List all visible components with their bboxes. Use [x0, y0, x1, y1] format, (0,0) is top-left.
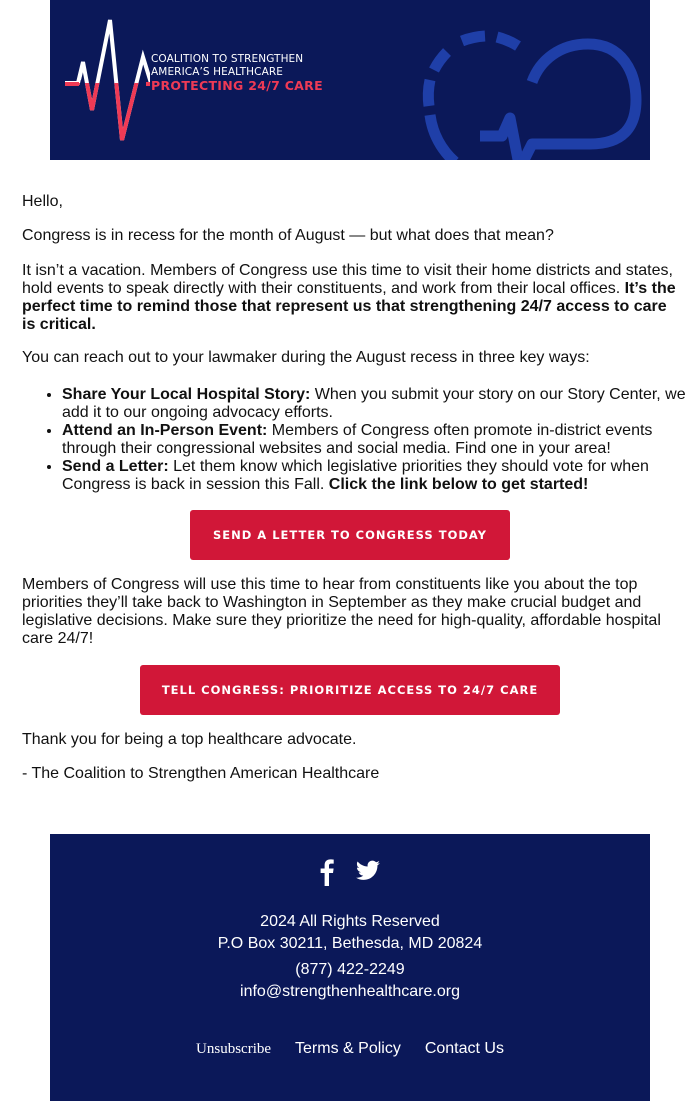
intro-paragraph: Congress is in recess for the month of August — but what does that mean?	[22, 227, 554, 244]
phone-text: (877) 422-2249	[295, 961, 405, 978]
logo-line-2: AMERICA’S HEALTHCARE	[151, 66, 283, 78]
footer-links	[50, 1040, 650, 1058]
way-text: Let them know which legislative priorities they should vote for when Congress is back in session this Fall.	[62, 458, 649, 493]
recess-text: It isn’t a vacation. Members of Congress use this time to visit their home districts and states, hold events to speak directly with their constituents, and work from their local offices.	[22, 262, 673, 297]
way-title: Attend an In-Person Event:	[62, 422, 268, 439]
twitter-icon[interactable]	[355, 858, 381, 886]
way-text: Members of Congress often promote in-district events through their congressional websites and social media. Find one in your area!	[62, 422, 653, 457]
send-letter-button[interactable]: SEND A LETTER TO CONGRESS TODAY	[190, 510, 510, 560]
ways-intro: You can reach out to your lawmaker during the August recess in three key ways:	[22, 349, 590, 366]
rights-text: 2024 All Rights Reserved	[260, 913, 440, 930]
email-link[interactable]: info@strengthenhealthcare.org	[240, 983, 460, 1000]
logo-line-1: COALITION TO STRENGTHEN	[151, 53, 304, 65]
footer	[50, 834, 650, 1101]
heart-pulse-decorative-icon	[390, 0, 650, 160]
list-item	[62, 386, 700, 422]
facebook-icon[interactable]	[319, 858, 335, 886]
unsubscribe-link[interactable]: Unsubscribe	[196, 1041, 272, 1057]
logo-text	[151, 53, 323, 93]
social-links	[50, 858, 650, 886]
address-text: P.O Box 30211, Bethesda, MD 20824	[217, 935, 483, 952]
recess-bold-text: It’s the perfect time to remind those that represent us that strengthening 24/7 access to care is critical.	[22, 280, 676, 333]
tell-congress-button[interactable]: TELL CONGRESS: PRIORITIZE ACCESS TO 24/7 CARE	[140, 665, 560, 715]
constituents-paragraph: Members of Congress will use this time to hear from constituents like you about the top priorities they’ll take back to Washington in September as they make crucial budget and legislative decisions. Make sure they prioritize the need for high-quality, affordable hospital care 24/7!	[22, 576, 661, 647]
way-text: When you submit your story on our Story Center, we add it to our ongoing advocacy efforts.	[62, 386, 686, 421]
greeting: Hello,	[22, 193, 63, 210]
list-item	[62, 458, 700, 494]
recess-paragraph	[22, 262, 680, 334]
list-item	[62, 422, 700, 458]
terms-link[interactable]: Terms & Policy	[295, 1040, 401, 1057]
contact-link[interactable]: Contact Us	[424, 1040, 504, 1057]
heartbeat-logo-icon	[50, 0, 150, 160]
way-title: Share Your Local Hospital Story:	[62, 386, 311, 403]
signature: - The Coalition to Strengthen American Healthcare	[22, 765, 380, 782]
thanks-text: Thank you for being a top healthcare advocate.	[22, 731, 357, 748]
logo-tagline: PROTECTING 24/7 CARE	[151, 78, 323, 93]
way-cta-text: Click the link below to get started!	[328, 476, 589, 493]
ways-list	[22, 386, 700, 494]
way-title: Send a Letter:	[62, 458, 169, 475]
email-row	[50, 982, 650, 1002]
header-banner	[50, 0, 650, 160]
